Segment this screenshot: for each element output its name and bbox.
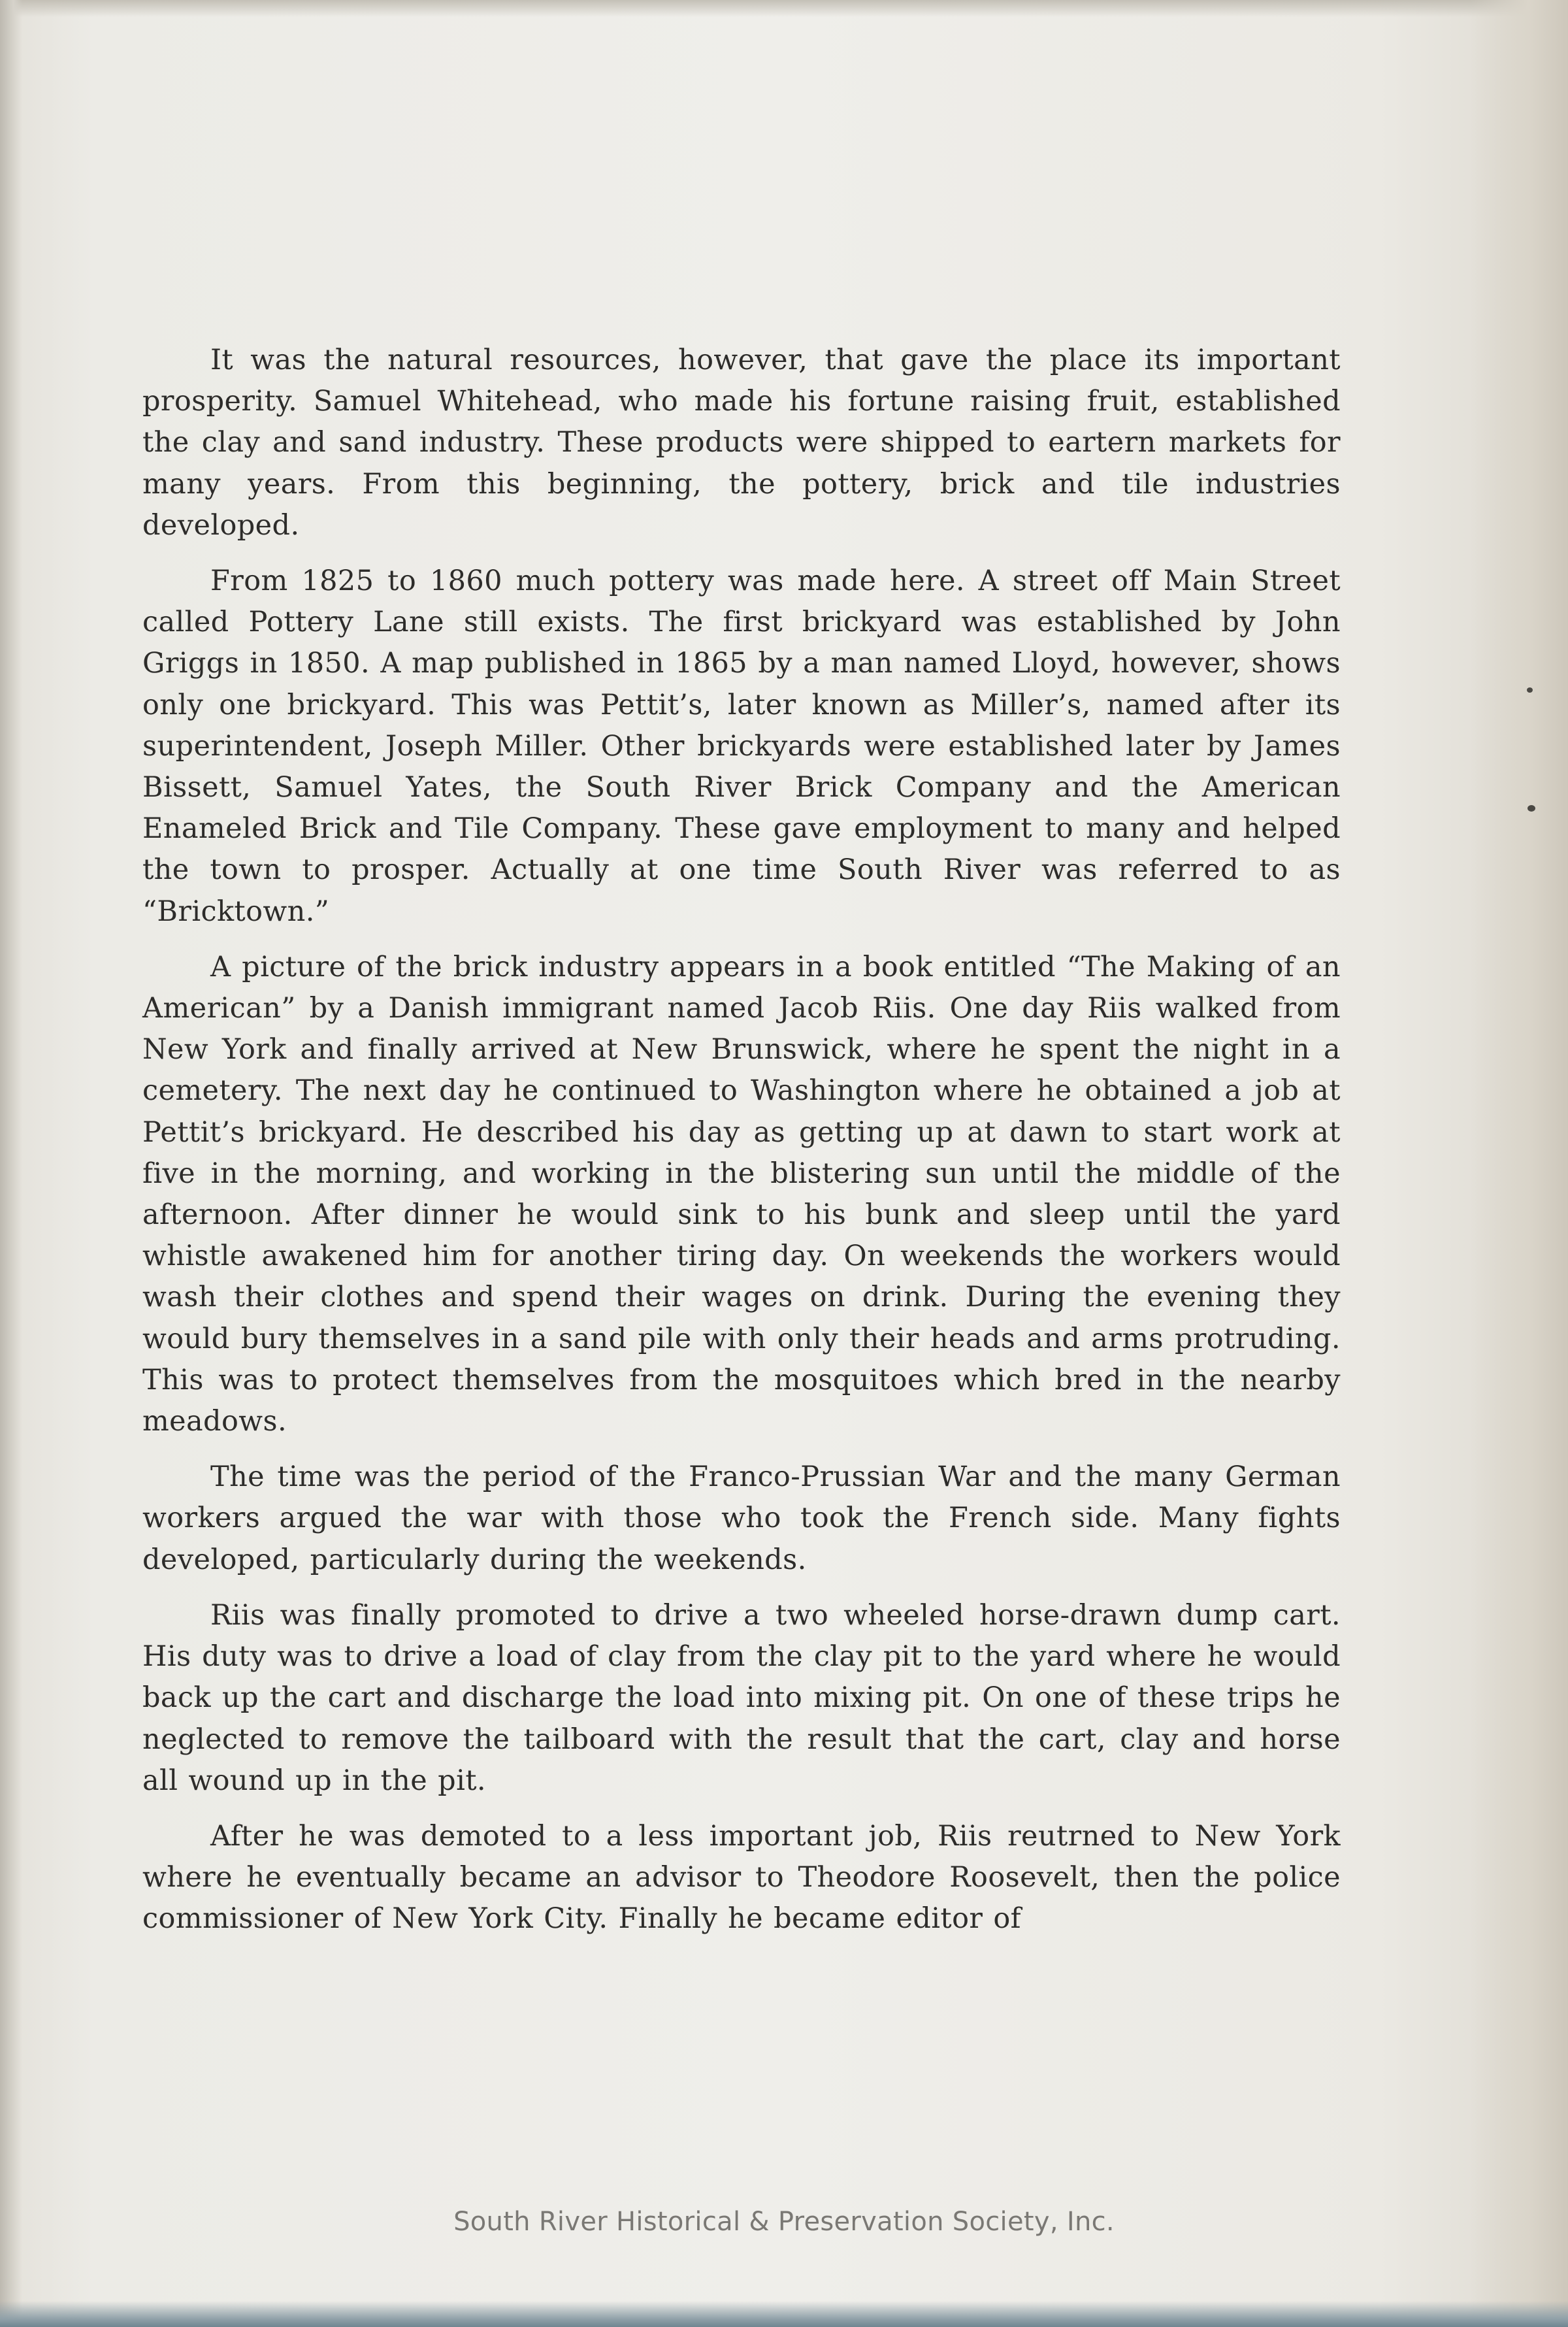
page-left-shadow bbox=[0, 0, 22, 2327]
paragraph-dump-cart: Riis was finally promoted to drive a two wheeled horse-drawn dump cart. His duty was to drive a load of clay from the clay pit to the yard where he would back up the cart and discharge the load into mixing pit. On one of these trips he neglected to remove the tailboard with the result that the cart, clay and horse all wound up in the pit. bbox=[142, 1598, 1341, 1797]
paragraph-pottery-brickyards: From 1825 to 1860 much pottery was made here. A street off Main Street called Pottery Lane still exists. The first brickyard was established by John Griggs in 1850. A map published in 1865 by a man named Lloyd, however, shows only one brickyard. This was Pettit’s, later known as Miller’s, named after its superintendent, Joseph Miller. Other brickyards were established later by James Bissett, Samuel Yates, the South River Brick Company and the American Enameled Brick and Tile Company. These gave employment to many and helped the town to prosper. Actually at one time South River was referred to as “Bricktown.” bbox=[142, 565, 1341, 928]
paper-speck bbox=[1527, 687, 1533, 693]
paragraph-franco-prussian-war: The time was the period of the Franco-Prussian War and the many German workers argued the war with those who took the French side. Many fights developed, particularly during the weekends. bbox=[142, 1461, 1341, 1576]
page-top-shadow bbox=[0, 0, 1568, 17]
page-right-shadow bbox=[1470, 0, 1568, 2327]
paragraph-natural-resources: It was the natural resources, however, that gave the place its important prosperity. Samuel Whitehead, who made his fortune raising fruit, established the clay and sand industry. These products were shipped to eartern markets for many years. From this beginning, the pottery, brick and tile industries developed. bbox=[142, 344, 1341, 542]
body-text bbox=[142, 340, 1341, 1955]
page-bottom-shadow bbox=[0, 2301, 1568, 2327]
paragraph-jacob-riis: A picture of the brick industry appears in a book entitled “The Making of an American” by a Danish immigrant named Jacob Riis. One day Riis walked from New York and finally arrived at New Brunswick, where he spent the night in a cemetery. The next day he continued to Washington where he obtained a job at Pettit’s brickyard. He described his day as getting up at dawn to start work at five in the morning, and working in the blistering sun until the middle of the afternoon. After dinner he would sink to his bunk and sleep until the yard whistle awakened him for another tiring day. On weekends the workers would wash their clothes and spend their wages on drink. During the evening they would bury themselves in a sand pile with only their heads and arms protruding. This was to protect themselves from the mosquitoes which bred in the nearby meadows. bbox=[142, 950, 1341, 1438]
paper-speck bbox=[1527, 805, 1535, 812]
paragraph-riis-later-career: After he was demoted to a less important job, Riis reutrned to New York where he eventually became an advisor to Theodore Roosevelt, then the police commissioner of New York City. Finally he became editor of bbox=[142, 1819, 1341, 1936]
footer-credit: South River Historical & Preservation Society, Inc. bbox=[453, 2207, 1115, 2237]
